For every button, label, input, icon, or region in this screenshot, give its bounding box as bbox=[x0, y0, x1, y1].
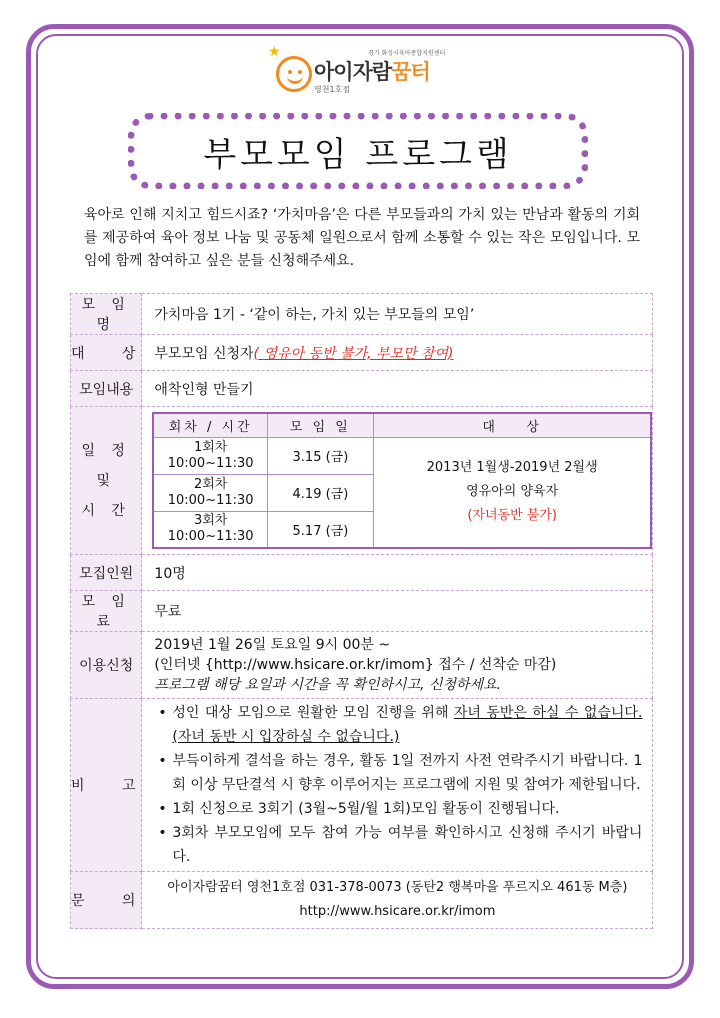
target-value: 부모모임 신청자( 영유아 동반 불가, 부모만 참여) bbox=[142, 335, 653, 371]
header-date: 모 임 일 bbox=[267, 413, 373, 437]
schedule-cell bbox=[142, 407, 653, 555]
name-label: 모 임 명 bbox=[71, 294, 142, 335]
fee-label: 모 임 료 bbox=[71, 591, 142, 632]
smiley-face-icon bbox=[276, 56, 312, 92]
notes-value bbox=[142, 699, 653, 872]
list-item: • 1회 신청으로 3회기 (3월~5월/월 1회)모임 활동이 진행됩니다. bbox=[158, 797, 642, 821]
list-item: • 3회차 부모모임에 모두 참여 가능 여부를 확인하시고 신청해 주시기 바랍니다. bbox=[158, 821, 642, 869]
schedule-table bbox=[152, 412, 652, 549]
contact-label: 문 의 bbox=[71, 872, 142, 929]
schedule-target: 2013년 1월생-2019년 2월생 영유아의 양육자 (자녀동반 불가) bbox=[373, 437, 651, 548]
session-row: 1회차 10:00~11:30 3.15 (금) 2013년 1월생-2019년 2월생 영유아의 양육자 (자녀동반 불가) bbox=[153, 437, 651, 474]
apply-notice: 프로그램 해당 요일과 시간을 꼭 확인하시고, 신청하세요. bbox=[154, 677, 502, 693]
list-item: • 부득이하게 결석을 하는 경우, 활동 1일 전까지 사전 연락주시기 바랍니다. 1회 이상 무단결석 시 향후 이루어지는 프로그램에 지원 및 참여가 제한됩니다. bbox=[158, 749, 642, 797]
apply-value: 2019년 1월 26일 토요일 9시 00분 ~ (인터넷 {http://www.hsicare.or.kr/imom} 접수 / 선착순 마감) 프로그램 해당 요일과 시간을 꼭 확인하시고, 신청하세요. bbox=[142, 632, 653, 699]
star-icon: ★ bbox=[268, 44, 281, 60]
capacity-value: 10명 bbox=[142, 555, 653, 591]
session-row: 3회차 10:00~11:30 5.17 (금) bbox=[153, 511, 651, 548]
target-label: 대 상 bbox=[71, 335, 142, 371]
logo-name: 아이자람꿈터 bbox=[314, 60, 430, 84]
notes-label: 비 고 bbox=[71, 699, 142, 872]
info-table bbox=[70, 293, 653, 929]
name-value: 가치마음 1기 - ‘같이 하는, 가치 있는 부모들의 모임’ bbox=[142, 294, 653, 335]
fee-value: 무료 bbox=[142, 591, 653, 632]
contact-value: 아이자람꿈터 영천1호점 031-378-0073 (동탄2 행복마을 푸르지오 461동 M층) http://www.hsicare.or.kr/imom bbox=[142, 872, 653, 929]
intro-text: 육아로 인해 지치고 힘드시죠? ‘가치마음’은 다른 부모들과의 가치 있는 만남과 활동의 기회를 제공하여 육아 정보 나눔 및 공동체 일원으로서 함께 소통할 수 있는 작은 모임입니다. 모임에 함께 참여하고 싶은 분들 신청해주세요. bbox=[84, 207, 640, 269]
logo bbox=[268, 46, 458, 98]
content-label: 모임내용 bbox=[71, 371, 142, 407]
header-target: 대 상 bbox=[373, 413, 651, 437]
target-warning: ( 영유아 동반 불가, 부모만 참여) bbox=[253, 345, 454, 362]
content-value: 애착인형 만들기 bbox=[142, 371, 653, 407]
header-round: 회차 / 시간 bbox=[153, 413, 267, 437]
session-row: 2회차 10:00~11:30 4.19 (금) bbox=[153, 474, 651, 511]
logo-org: 경기 화성시육아종합지원센터 bbox=[368, 50, 446, 57]
capacity-label: 모집인원 bbox=[71, 555, 142, 591]
apply-label: 이용신청 bbox=[71, 632, 142, 699]
title-box bbox=[128, 113, 588, 189]
schedule-label: 일 정 및 시 간 bbox=[71, 407, 142, 555]
list-item: • 성인 대상 모임으로 원활한 모임 진행을 위해 자녀 동반은 하실 수 없습니다.(자녀 동반 시 입장하실 수 없습니다.) bbox=[158, 701, 642, 749]
logo-branch: 영천1호점 bbox=[314, 85, 351, 94]
page-title: 부모모임 프로그램 bbox=[203, 134, 513, 175]
